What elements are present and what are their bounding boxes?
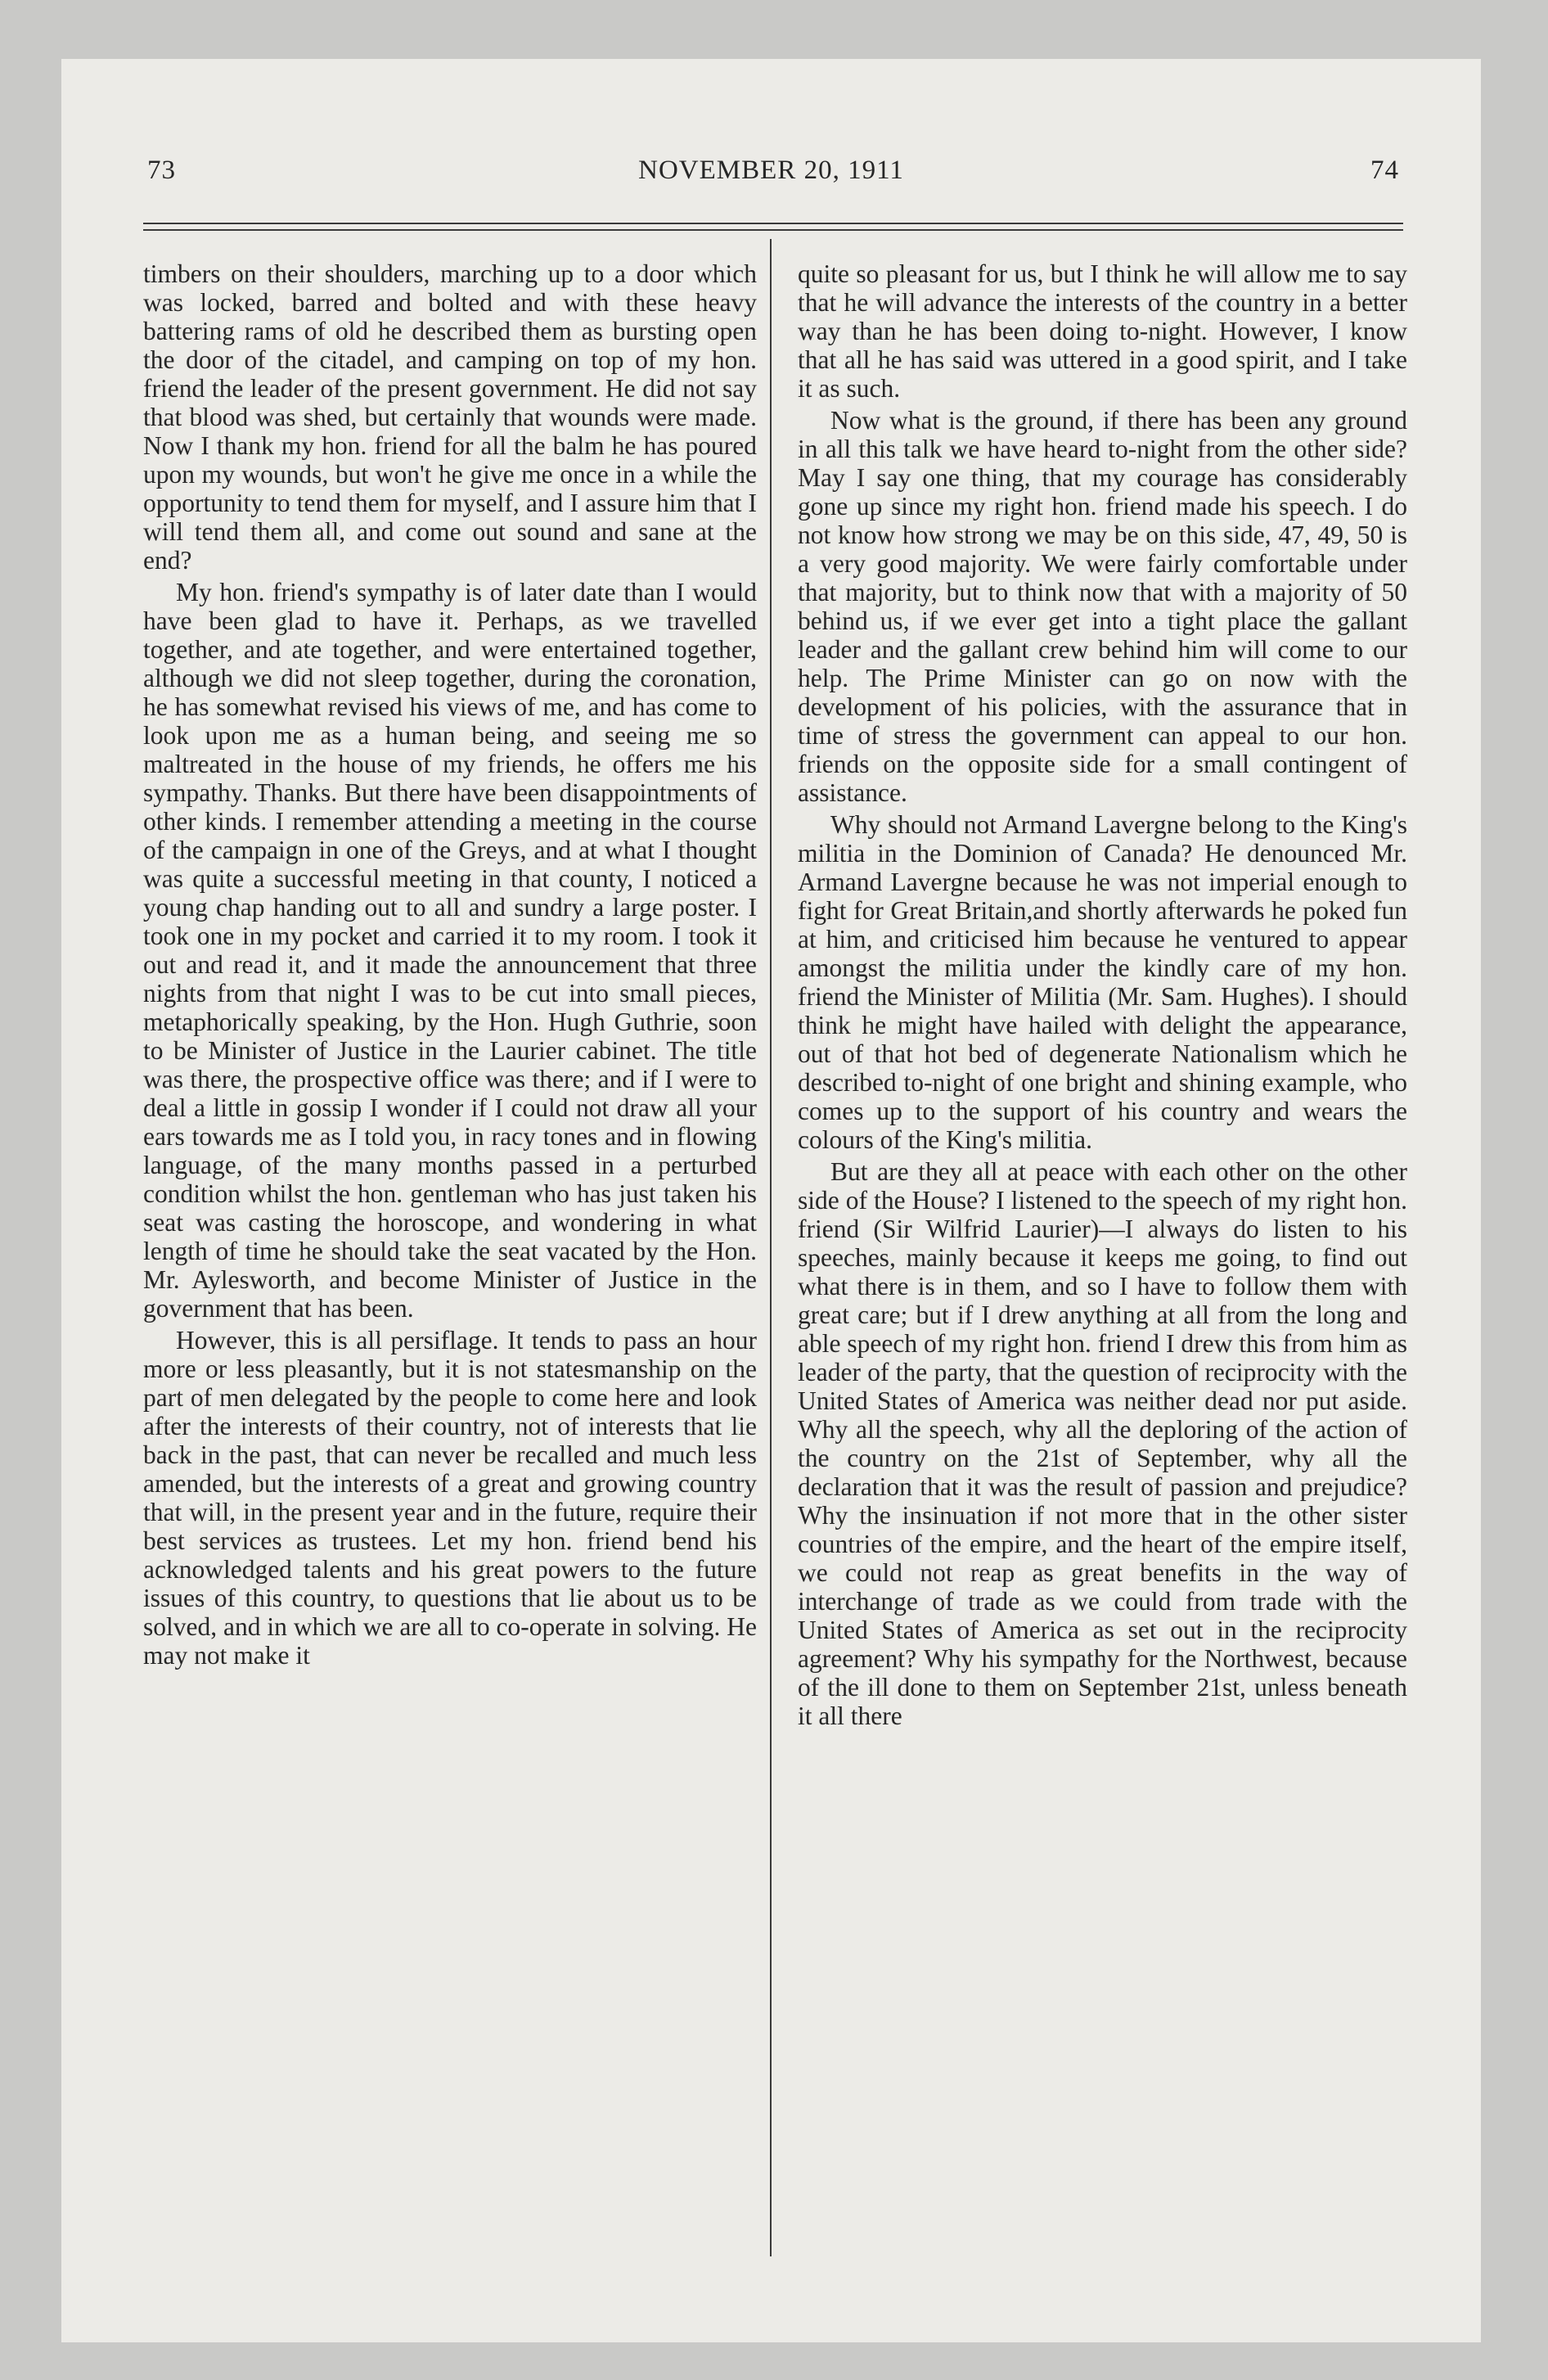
paragraph: Now what is the ground, if there has been any ground in all this talk we have heard to-night from the other side? May I say one thing, that my courage has considerably gone up since my right hon. friend made his speech. I do not know how strong we may be on this side, 47, 49, 50 is a very good majority. We were fairly comfortable under that majority, but to think now that with a majority of 50 behind us, if we ever get into a tight place the gallant leader and the gallant crew behind him will come to our help. The Prime Minister can go on now with the development of his policies, with the assurance that in time of stress the government can appeal to our hon. friends on the opposite side for a small contingent of assistance. <box>798 406 1407 807</box>
header-rule-bottom <box>143 229 1403 231</box>
paragraph: quite so pleasant for us, but I think he will allow me to say that he will advance the interests of the country in a better way than he has been doing to-night. However, I know that all he has said was uttered in a good spirit, and I take it as such. <box>798 259 1407 403</box>
page-number-left: 73 <box>147 156 176 185</box>
paragraph: However, this is all persiflage. It tends to pass an hour more or less pleasantly, but it is not statesmanship on the part of men delegated by the people to come here and look after the interests of their country, not of interests that lie back in the past, that can never be recalled and much less amended, but the interests of a great and growing country that will, in the present year and in the future, require their best services as trustees. Let my hon. friend bend his acknowledged talents and his great powers to the future issues of this country, to questions that lie about us to be solved, and in which we are all to co-operate in solving. He may not make it <box>143 1326 757 1670</box>
page-header <box>61 156 1481 196</box>
page-date-title: NOVEMBER 20, 1911 <box>638 156 904 185</box>
paragraph: But are they all at peace with each other on the other side of the House? I listened to the speech of my right hon. friend (Sir Wilfrid Laurier)—I always do listen to his speeches, mainly because it keeps me going, to find out what there is in them, and so I have to follow them with great care; but if I drew anything at all from the long and able speech of my right hon. friend I drew this from him as leader of the party, that the question of reciprocity with the United States of America was neither dead nor put aside. Why all the speech, why all the deploring of the action of the country on the 21st of September, why all the declaration that it was the result of passion and prejudice? Why the insinuation if not more that in the other sister countries of the empire, and the heart of the empire itself, we could not reap as great benefits in the way of interchange of trade as we could from trade with the United States of America as set out in the reciprocity agreement? Why his sympathy for the Northwest, because of the ill done to them on September 21st, unless beneath it all there <box>798 1157 1407 1730</box>
page-number-right: 74 <box>1370 156 1399 185</box>
column-divider <box>770 239 772 2256</box>
document-page <box>61 59 1481 2342</box>
paragraph: Why should not Armand Lavergne belong to the King's militia in the Dominion of Canada? He denounced Mr. Armand Lavergne because he was not imperial enough to fight for Great Britain,and shortly afterwards he poked fun at him, and criticised him because he ventured to appear amongst the militia under the kindly care of my hon. friend the Minister of Militia (Mr. Sam. Hughes). I should think he might have hailed with delight the appearance, out of that hot bed of degenerate Nationalism which he described to-night of one bright and shining example, who comes up to the support of his country and wears the colours of the King's militia. <box>798 810 1407 1154</box>
paragraph: timbers on their shoulders, marching up to a door which was locked, barred and bolted and with these heavy battering rams of old he described them as bursting open the door of the citadel, and camping on top of my hon. friend the leader of the present government. He did not say that blood was shed, but certainly that wounds were made. Now I thank my hon. friend for all the balm he has poured upon my wounds, but won't he give me once in a while the opportunity to tend them for myself, and I assure him that I will tend them all, and come out sound and sane at the end? <box>143 259 757 575</box>
right-column <box>798 259 1407 1730</box>
paragraph: My hon. friend's sympathy is of later date than I would have been glad to have it. Perhaps, as we travelled together, and ate together, and were entertained together, although we did not sleep together, during the coronation, he has somewhat revised his views of me, and has come to look upon me as a human being, and seeing me so maltreated in the house of my friends, he offers me his sympathy. Thanks. But there have been disappointments of other kinds. I remember attending a meeting in the course of the campaign in one of the Greys, and at what I thought was quite a successful meeting in that county, I noticed a young chap handing out to all and sundry a large poster. I took one in my pocket and carried it to my room. I took it out and read it, and it made the announcement that three nights from that night I was to be cut into small pieces, metaphorically speaking, by the Hon. Hugh Guthrie, soon to be Minister of Justice in the Laurier cabinet. The title was there, the prospective office was there; and if I were to deal a little in gossip I wonder if I could not draw all your ears towards me as I told you, in racy tones and in flowing language, of the many months passed in a perturbed condition whilst the hon. gentleman who has just taken his seat was casting the horoscope, and wondering in what length of time he should take the seat vacated by the Hon. Mr. Aylesworth, and become Minister of Justice in the government that has been. <box>143 578 757 1323</box>
left-column <box>143 259 757 1670</box>
header-rule-top <box>143 223 1403 224</box>
